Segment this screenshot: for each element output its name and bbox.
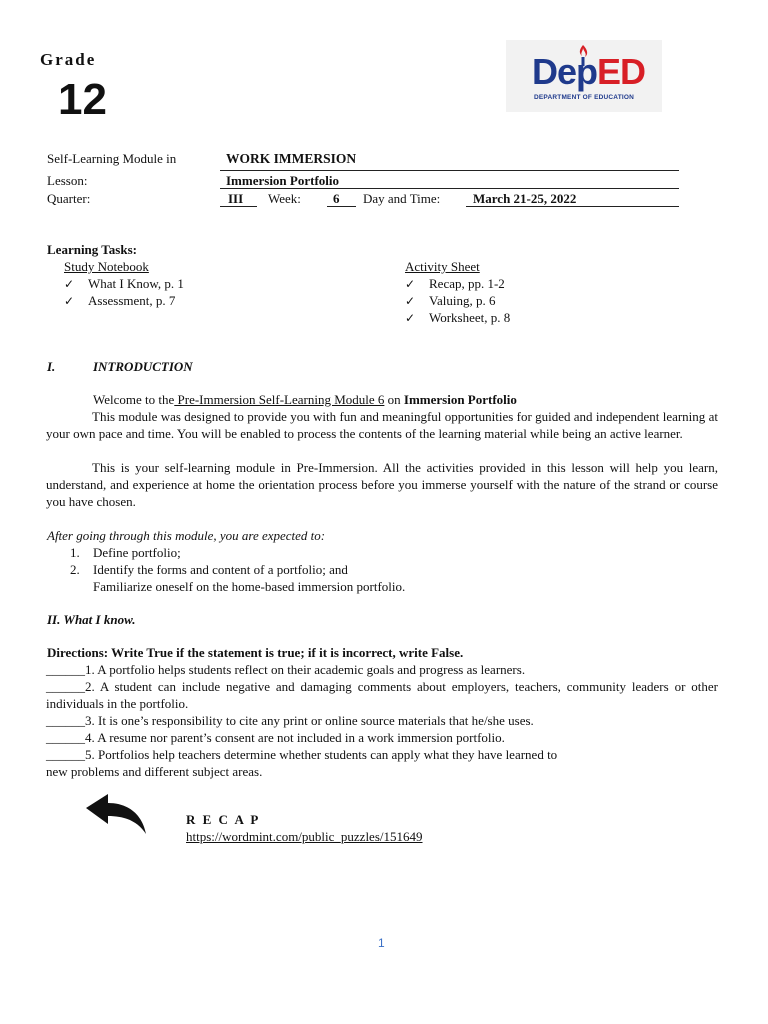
checkmark-icon: ✓ <box>64 277 75 291</box>
objective-item: 2. Identify the forms and content of a portfolio; and <box>70 562 348 577</box>
answer-blank[interactable]: ______ <box>46 662 85 677</box>
grade-label: Grade <box>40 50 97 69</box>
module-link[interactable]: Pre-Immersion Self-Learning Module 6 <box>174 392 385 407</box>
intro-numeral: I. <box>47 359 56 374</box>
quarter-label: Quarter: <box>47 191 91 206</box>
lesson-label: Lesson: <box>47 173 88 188</box>
answer-blank[interactable]: ______ <box>46 713 85 728</box>
study-notebook-title: Study Notebook <box>64 259 149 274</box>
answer-blank[interactable]: ______ <box>46 679 85 694</box>
objective-item: Familiarize oneself on the home-based immersion portfolio. <box>93 579 406 594</box>
welcome-line: Welcome to the Pre-Immersion Self-Learning Module 6 on Immersion Portfolio <box>93 392 517 407</box>
logo-text-dep: Dep <box>532 51 598 92</box>
study-notebook-item: ✓ What I Know, p. 1 <box>64 276 184 291</box>
intro-paragraph-1: This module was designed to provide you with fun and meaningful opportunities for guided and independent learning at your own pace and time. You will be enabled to process the contents of the learning material while being an active learner. <box>46 409 718 441</box>
week-value: 6 <box>333 191 340 206</box>
checkmark-icon: ✓ <box>405 311 416 325</box>
quiz-item: ______3. It is one’s responsibility to cite any print or online source materials that he/she uses. <box>46 713 534 728</box>
intro-paragraph-2: This is your self-learning module in Pre-Immersion. All the activities provided in this lesson will help you learn, understand, and experience at home the orientation process before you immerse yourself with the nature of the strand or course you have chosen. <box>46 460 718 509</box>
answer-blank[interactable]: ______ <box>46 747 85 762</box>
activity-sheet-item: ✓ Recap, pp. 1-2 <box>405 276 505 291</box>
quiz-item: ______5. Portfolios help teachers determine whether students can apply what they have learned to <box>46 747 558 762</box>
quiz-item: ______1. A portfolio helps students reflect on their academic goals and progress as learners. <box>46 662 526 677</box>
quiz-item: ______4. A resume nor parent’s consent are not included in a work immersion portfolio. <box>46 730 505 745</box>
what-i-know-heading: II. What I know. <box>47 612 136 627</box>
module-label: Self-Learning Module in <box>47 151 177 166</box>
logo-text-ed: ED <box>597 51 646 92</box>
quiz-item-continuation: new problems and different subject areas. <box>46 764 263 779</box>
logo-subtext: DEPARTMENT OF EDUCATION <box>534 94 635 101</box>
learning-tasks-heading: Learning Tasks: <box>47 242 137 257</box>
daytime-label: Day and Time: <box>363 191 441 206</box>
module-value: WORK IMMERSION <box>226 151 357 166</box>
deped-logo <box>506 40 662 112</box>
daytime-value: March 21-25, 2022 <box>473 191 577 206</box>
expected-outcomes-lead: After going through this module, you are expected to: <box>47 528 326 543</box>
activity-sheet-title: Activity Sheet <box>405 259 480 274</box>
grade-number: 12 <box>58 75 107 124</box>
quiz-item: ______2. A student can include negative and damaging comments about employers, teachers, community leaders or other individuals in the portfolio. <box>46 679 718 711</box>
intro-heading: INTRODUCTION <box>93 359 193 374</box>
week-label: Week: <box>268 191 301 206</box>
quarter-value: III <box>228 191 244 206</box>
recap-link[interactable]: https://wordmint.com/public_puzzles/151649 <box>186 829 423 844</box>
checkmark-icon: ✓ <box>405 294 416 308</box>
answer-blank[interactable]: ______ <box>46 730 85 745</box>
checkmark-icon: ✓ <box>405 277 416 291</box>
study-notebook-item: ✓ Assessment, p. 7 <box>64 293 176 308</box>
recap-title: R E C A P <box>186 812 261 827</box>
curved-arrow-back-icon <box>84 792 150 836</box>
activity-sheet-item: ✓ Valuing, p. 6 <box>405 293 496 308</box>
lesson-value: Immersion Portfolio <box>226 173 340 188</box>
activity-sheet-item: ✓ Worksheet, p. 8 <box>405 310 511 325</box>
checkmark-icon: ✓ <box>64 294 75 308</box>
objective-item: 1. Define portfolio; <box>70 545 181 560</box>
directions: Directions: Write True if the statement is true; if it is incorrect, write False. <box>47 645 464 660</box>
page-number: 1 <box>378 936 385 950</box>
